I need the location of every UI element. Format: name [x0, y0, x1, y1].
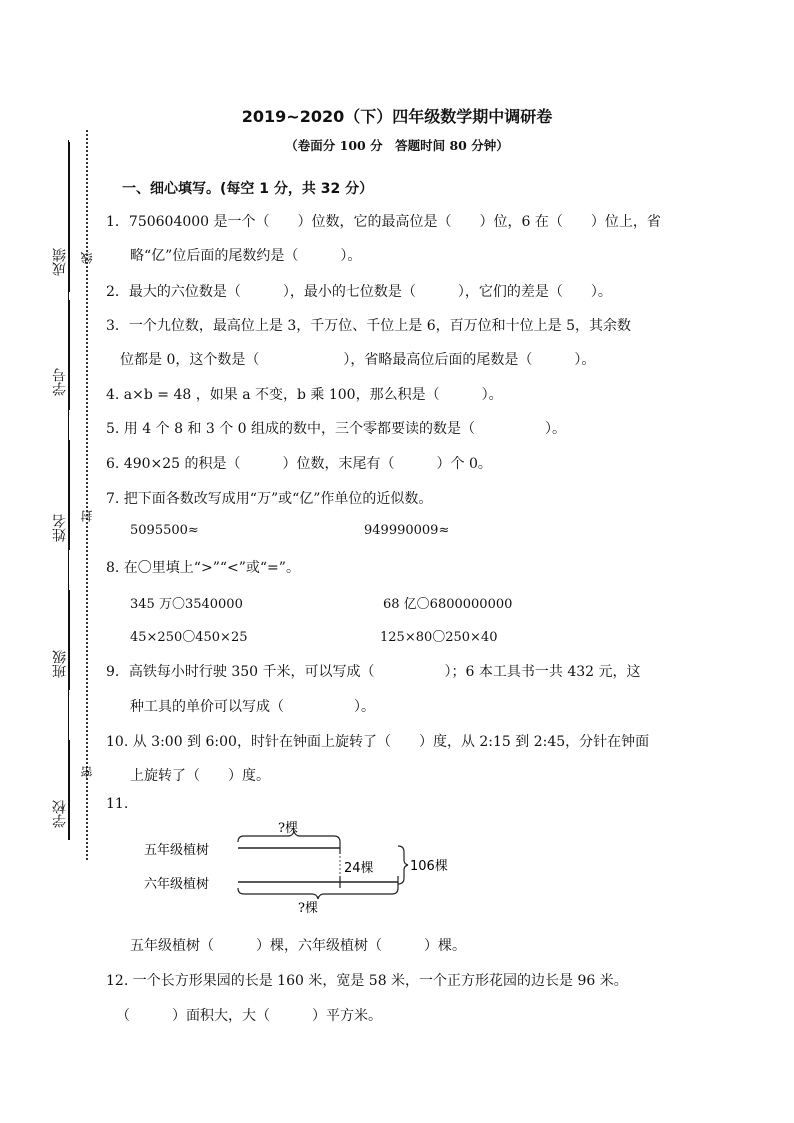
- q8-b: 68 亿〇6800000000: [383, 597, 513, 612]
- q7-a: 5095500≈: [130, 523, 199, 538]
- label-school: 学校: [52, 800, 68, 828]
- page-title: 2019~2020（下）四年级数学期中调研卷: [241, 107, 553, 126]
- diagram-top-q: ?棵: [278, 821, 298, 836]
- q8-d: 125×80〇250×40: [380, 630, 498, 645]
- q1-line2: 略“亿”位后面的尾数约是（ ）。: [130, 248, 362, 264]
- blank-name[interactable]: [69, 440, 70, 550]
- right-brace: [398, 846, 408, 884]
- q6: 6. 490×25 的积是（ ）位数，末尾有（ ）个 0。: [106, 456, 492, 472]
- section-heading: 一、细心填写。(每空 1 分，共 32 分）: [122, 181, 374, 197]
- q3-line2: 位都是 0，这个数是（ ），省略最高位后面的尾数是（ ）。: [120, 352, 596, 368]
- q10-line2: 上旋转了（ ）度。: [130, 768, 270, 784]
- mark-seal: 封: [80, 510, 94, 522]
- q11-label: 11.: [106, 796, 129, 812]
- q4: 4. a×b = 48 ，如果 a 不变，b 乘 100，那么积是（ ）。: [106, 387, 503, 403]
- q11-diagram: [136, 818, 466, 918]
- label-student-id: 学号: [52, 368, 68, 396]
- label-class: 班级: [52, 650, 68, 678]
- blank-school[interactable]: [69, 740, 70, 840]
- q12-line2: （ ）面积大，大（ ）平方米。: [116, 1008, 382, 1024]
- page-subtitle: （卷面分 100 分 答题时间 80 分钟）: [285, 138, 509, 153]
- blank-score[interactable]: [69, 142, 70, 292]
- q8: 8. 在〇里填上“>”“<”或“=”。: [106, 560, 300, 576]
- diagram-row1: 五年级植树: [144, 843, 210, 858]
- q3-line1: 3．一个九位数，最高位上是 3，千万位、千位上是 6，百万位和十位上是 5，其余数: [106, 318, 631, 334]
- q8-c: 45×250〇450×25: [130, 630, 248, 645]
- q5: 5. 用 4 个 8 和 3 个 0 组成的数中，三个零都要读的数是（ ）。: [106, 421, 567, 437]
- q7: 7. 把下面各数改写成用“万”或“亿”作单位的近似数。: [106, 491, 433, 507]
- q2: 2．最大的六位数是（ ），最小的七位数是（ ），它们的差是（ ）。: [106, 284, 612, 300]
- blank-id[interactable]: [69, 300, 70, 410]
- diagram-bottom-q: ?棵: [298, 901, 318, 916]
- q9-line2: 种工具的单价可以写成（ ）。: [130, 699, 375, 715]
- diagram-diff: 24棵: [344, 861, 374, 876]
- q12-line1: 12. 一个长方形果园的长是 160 米，宽是 58 米，一个正方形花园的边长是 96 米。: [106, 973, 628, 989]
- q7-b: 949990009≈: [364, 523, 450, 538]
- diagram-row2: 六年级植树: [144, 877, 210, 892]
- mark-secret: 密: [80, 766, 94, 778]
- label-score: 成绩: [52, 248, 68, 276]
- binding-dotted-line: [86, 130, 88, 860]
- label-name: 姓名: [52, 514, 68, 542]
- blank-class[interactable]: [69, 590, 70, 690]
- q8-a: 345 万〇3540000: [130, 597, 243, 612]
- q1-line1: 1．750604000 是一个（ ）位数，它的最高位是（ ）位，6 在（ ）位上，省: [106, 214, 661, 230]
- q10-line1: 10. 从 3:00 到 6:00，时针在钟面上旋转了（ ）度，从 2:15 到 2:45，分针在钟面: [106, 734, 650, 750]
- mark-line: 线: [80, 252, 94, 264]
- bottom-brace: [238, 888, 398, 899]
- q11-answer: 五年级植树（ ）棵，六年级植树（ ）棵。: [130, 938, 466, 954]
- q9-line1: 9．高铁每小时行驶 350 千米，可以写成（ ）；6 本工具书一共 432 元，这: [106, 664, 641, 680]
- diagram-total: 106棵: [410, 859, 448, 874]
